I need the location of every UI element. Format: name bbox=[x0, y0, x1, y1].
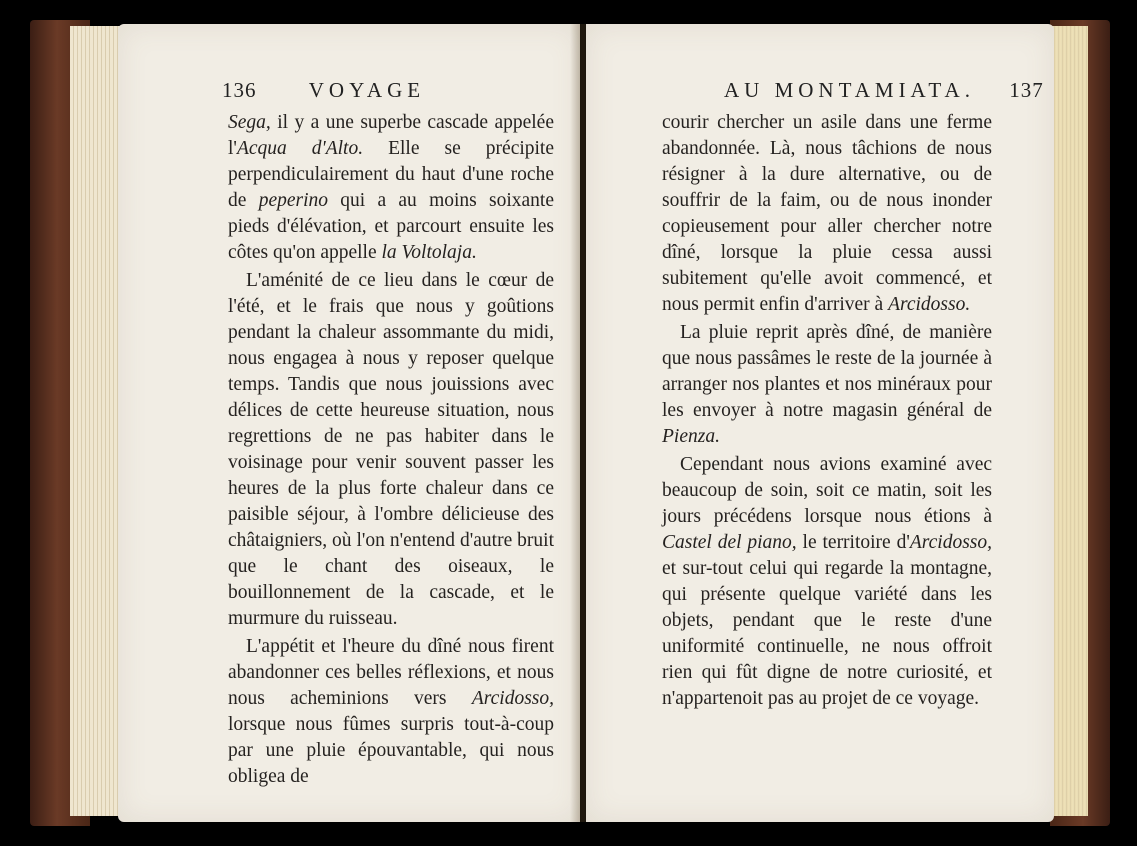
left-page bbox=[118, 24, 580, 822]
italic-text: Arcidosso, bbox=[471, 688, 554, 709]
right-page-header bbox=[724, 78, 1044, 103]
paragraph bbox=[228, 634, 554, 790]
italic-text: la Voltolaja. bbox=[381, 242, 477, 263]
text-run: L'appétit et l'heure du dîné nous firent abandonner ces belles réflexions, et nous nous acheminions vers bbox=[228, 636, 554, 709]
italic-text: Pienza. bbox=[662, 426, 720, 447]
text-run: La pluie reprit après dîné, de manière que nous passâmes le reste de la journée à arranger nos plantes et nos minéraux pour les envoyer à notre magasin général de bbox=[662, 322, 992, 421]
right-page bbox=[586, 24, 1054, 822]
italic-text: Arcidosso, bbox=[909, 532, 992, 553]
text-run: et sur-tout celui qui regarde la montagne, qui présente quelque variété dans les objets, pendant que le reste d'une uniformité continuelle, ne nous offroit rien qui fût digne de notre curiosité, et n'appartenoit pas au projet de ce voyage. bbox=[662, 558, 992, 709]
italic-text: Castel del piano, bbox=[662, 532, 797, 553]
left-page-number: 136 bbox=[222, 78, 257, 102]
paragraph bbox=[662, 320, 992, 450]
italic-text: Arcidosso. bbox=[888, 294, 971, 315]
italic-text: Acqua d'Alto. bbox=[236, 138, 364, 159]
text-run: L'aménité de ce lieu dans le cœur de l'été, et le frais que nous y goûtions pendant la chaleur assommante du midi, nous engagea à nous y reposer quelque temps. Tandis que nous jouissions avec délices de cette heureuse situation, nous regrettions de ne pas habiter dans le voisinage pour venir souvent passer les heures de la plus forte chaleur dans ce paisible séjour, à l'ombre délicieuse des châtaigniers, où l'on n'entend d'autre bruit que le chant des oiseaux, le bouillonnement de la cascade, et le murmure du ruisseau. bbox=[228, 270, 554, 629]
text-run: courir chercher un asile dans une ferme abandonnée. Là, nous tâchions de nous résigner à la dure alternative, ou de souffrir de la faim, ou de nous inonder copieusement pour aller chercher notre dîné, lorsque la pluie cessa aussi subitement qu'elle avoit commencé, et nous permit enfin d'arriver à bbox=[662, 112, 992, 315]
text-run: Cependant nous avions examiné avec beaucoup de soin, soit ce matin, soit les jours précédens lorsque nous étions à bbox=[662, 454, 992, 527]
italic-text: Sega, bbox=[228, 112, 271, 133]
text-run: lorsque nous fûmes surpris tout-à-coup par une pluie épouvantable, qui nous obligea de bbox=[228, 714, 554, 787]
left-page-body bbox=[228, 110, 554, 792]
paragraph bbox=[662, 110, 992, 318]
right-running-head: AU MONTAMIATA. bbox=[724, 78, 975, 102]
paragraph bbox=[228, 268, 554, 632]
left-running-head: VOYAGE bbox=[308, 78, 426, 102]
text-run: Elle se précipite perpendiculairement du haut d'une roche de bbox=[228, 138, 555, 211]
text-run: il y a une superbe cascade appelée l' bbox=[228, 112, 554, 159]
right-page-number: 137 bbox=[1009, 78, 1044, 102]
left-page-header bbox=[222, 78, 522, 103]
text-run: qui a au moins soixante pieds d'élévation, et parcourt ensuite les côtes qu'on appelle bbox=[228, 190, 555, 263]
paragraph bbox=[228, 110, 554, 266]
italic-text: peperino bbox=[258, 190, 329, 211]
text-run: le territoire d' bbox=[796, 532, 910, 553]
open-book bbox=[30, 14, 1110, 832]
right-page-body bbox=[662, 110, 992, 714]
paragraph bbox=[662, 452, 992, 712]
